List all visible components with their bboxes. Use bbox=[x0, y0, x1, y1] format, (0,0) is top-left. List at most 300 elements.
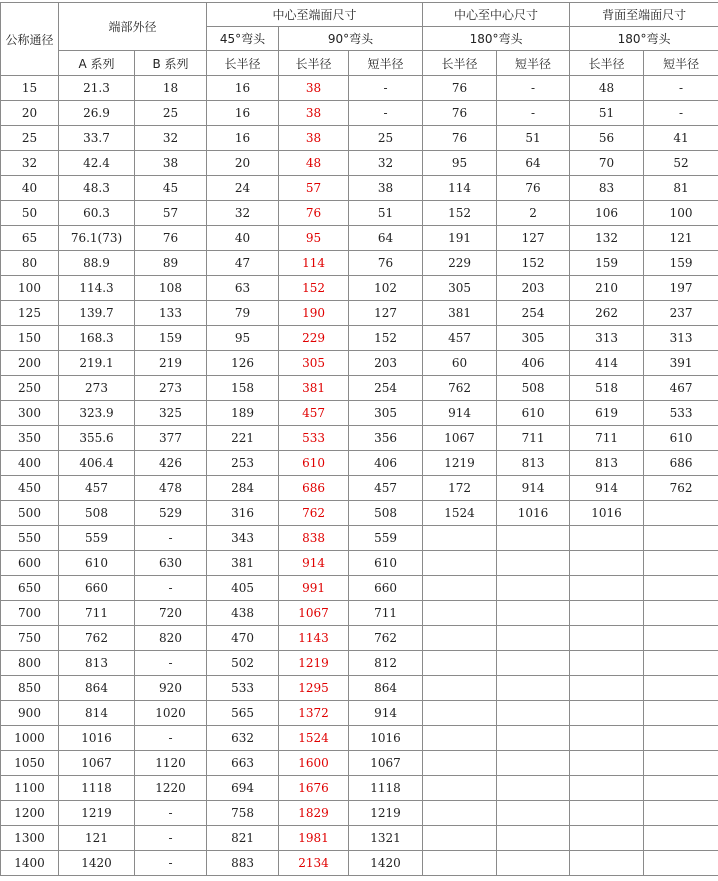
table-cell: 219 bbox=[135, 351, 207, 376]
table-cell: 838 bbox=[279, 526, 349, 551]
table-cell: 152 bbox=[279, 276, 349, 301]
table-row bbox=[1, 176, 718, 201]
table-cell: 300 bbox=[1, 401, 59, 426]
table-cell: 106 bbox=[570, 201, 644, 226]
table-cell: 762 bbox=[349, 626, 423, 651]
table-cell bbox=[423, 601, 497, 626]
table-cell: 262 bbox=[570, 301, 644, 326]
table-cell: 883 bbox=[207, 851, 279, 876]
table-cell: 814 bbox=[59, 701, 135, 726]
table-cell: 343 bbox=[207, 526, 279, 551]
table-cell: 1067 bbox=[59, 751, 135, 776]
table-cell bbox=[497, 701, 570, 726]
table-cell bbox=[644, 526, 718, 551]
table-cell: 25 bbox=[349, 126, 423, 151]
table-row bbox=[1, 826, 718, 851]
table-cell bbox=[644, 551, 718, 576]
table-row bbox=[1, 501, 718, 526]
table-cell: 25 bbox=[1, 126, 59, 151]
table-cell: 60.3 bbox=[59, 201, 135, 226]
table-cell: 152 bbox=[497, 251, 570, 276]
table-cell: 102 bbox=[349, 276, 423, 301]
table-cell: 100 bbox=[644, 201, 718, 226]
table-cell bbox=[644, 776, 718, 801]
table-cell: 1219 bbox=[423, 451, 497, 476]
elbow-90-header: 90°弯头 bbox=[279, 27, 423, 51]
long-radius-header: 长半径 bbox=[423, 51, 497, 76]
table-cell: 254 bbox=[349, 376, 423, 401]
table-cell: 762 bbox=[279, 501, 349, 526]
table-cell: 600 bbox=[1, 551, 59, 576]
table-cell: 1829 bbox=[279, 801, 349, 826]
table-cell: 1420 bbox=[349, 851, 423, 876]
table-cell bbox=[497, 576, 570, 601]
header-row bbox=[1, 3, 718, 27]
table-cell: 400 bbox=[1, 451, 59, 476]
table-cell: 316 bbox=[207, 501, 279, 526]
table-cell bbox=[570, 801, 644, 826]
table-cell: 76 bbox=[423, 101, 497, 126]
table-cell: 1219 bbox=[349, 801, 423, 826]
table-row bbox=[1, 626, 718, 651]
table-cell: 1016 bbox=[570, 501, 644, 526]
table-cell: 33.7 bbox=[59, 126, 135, 151]
table-cell: 991 bbox=[279, 576, 349, 601]
table-cell: 18 bbox=[135, 76, 207, 101]
nominal-diameter-header: 公称通径 bbox=[1, 3, 59, 76]
table-cell: 24 bbox=[207, 176, 279, 201]
table-row bbox=[1, 376, 718, 401]
long-radius-header: 长半径 bbox=[207, 51, 279, 76]
table-cell: 711 bbox=[349, 601, 423, 626]
table-cell: 864 bbox=[59, 676, 135, 701]
table-cell bbox=[644, 651, 718, 676]
table-cell bbox=[570, 676, 644, 701]
table-row bbox=[1, 476, 718, 501]
table-cell: - bbox=[135, 826, 207, 851]
table-cell bbox=[644, 576, 718, 601]
table-cell: 100 bbox=[1, 276, 59, 301]
header-row bbox=[1, 51, 718, 76]
table-cell: 1050 bbox=[1, 751, 59, 776]
table-cell: 63 bbox=[207, 276, 279, 301]
table-cell: 467 bbox=[644, 376, 718, 401]
elbow-180-header: 180°弯头 bbox=[423, 27, 570, 51]
table-cell: 168.3 bbox=[59, 326, 135, 351]
table-cell: 229 bbox=[279, 326, 349, 351]
table-cell: 45 bbox=[135, 176, 207, 201]
table-cell: 273 bbox=[135, 376, 207, 401]
table-row bbox=[1, 651, 718, 676]
table-cell: 51 bbox=[570, 101, 644, 126]
table-cell: 550 bbox=[1, 526, 59, 551]
table-cell: 64 bbox=[497, 151, 570, 176]
table-cell: 16 bbox=[207, 101, 279, 126]
table-cell: 21.3 bbox=[59, 76, 135, 101]
table-cell bbox=[423, 626, 497, 651]
table-cell: 533 bbox=[644, 401, 718, 426]
table-row bbox=[1, 551, 718, 576]
table-cell: 355.6 bbox=[59, 426, 135, 451]
table-cell: 40 bbox=[1, 176, 59, 201]
table-cell: 914 bbox=[570, 476, 644, 501]
table-cell: 76 bbox=[349, 251, 423, 276]
table-cell bbox=[497, 601, 570, 626]
table-row bbox=[1, 101, 718, 126]
table-cell: 478 bbox=[135, 476, 207, 501]
table-cell bbox=[423, 801, 497, 826]
table-cell: 52 bbox=[644, 151, 718, 176]
table-cell: 1120 bbox=[135, 751, 207, 776]
table-cell: 914 bbox=[349, 701, 423, 726]
table-row bbox=[1, 676, 718, 701]
table-cell: 508 bbox=[349, 501, 423, 526]
table-cell: 38 bbox=[349, 176, 423, 201]
table-cell: 450 bbox=[1, 476, 59, 501]
table-cell: 159 bbox=[570, 251, 644, 276]
table-cell: - bbox=[349, 76, 423, 101]
table-cell: 32 bbox=[349, 151, 423, 176]
table-cell: 132 bbox=[570, 226, 644, 251]
table-cell: 610 bbox=[59, 551, 135, 576]
table-cell: 305 bbox=[423, 276, 497, 301]
table-cell: 76 bbox=[423, 76, 497, 101]
table-cell: 381 bbox=[207, 551, 279, 576]
table-cell: 229 bbox=[423, 251, 497, 276]
table-cell: - bbox=[135, 576, 207, 601]
table-cell: 41 bbox=[644, 126, 718, 151]
table-cell: 1067 bbox=[349, 751, 423, 776]
table-row bbox=[1, 351, 718, 376]
table-cell: 114 bbox=[423, 176, 497, 201]
table-cell: 813 bbox=[570, 451, 644, 476]
table-cell: 533 bbox=[207, 676, 279, 701]
table-cell: 686 bbox=[644, 451, 718, 476]
table-cell: - bbox=[349, 101, 423, 126]
table-row bbox=[1, 601, 718, 626]
table-cell: 663 bbox=[207, 751, 279, 776]
table-row bbox=[1, 126, 718, 151]
table-cell: 76 bbox=[279, 201, 349, 226]
table-row bbox=[1, 276, 718, 301]
table-cell: 313 bbox=[644, 326, 718, 351]
table-cell: 189 bbox=[207, 401, 279, 426]
table-cell bbox=[497, 626, 570, 651]
table-cell: 114.3 bbox=[59, 276, 135, 301]
table-row bbox=[1, 426, 718, 451]
table-cell bbox=[423, 851, 497, 876]
table-cell bbox=[570, 776, 644, 801]
table-row bbox=[1, 526, 718, 551]
table-cell bbox=[644, 601, 718, 626]
table-cell bbox=[423, 826, 497, 851]
table-cell: 711 bbox=[497, 426, 570, 451]
table-cell: 38 bbox=[279, 101, 349, 126]
table-cell: 1067 bbox=[279, 601, 349, 626]
table-row bbox=[1, 326, 718, 351]
table-cell: 76 bbox=[135, 226, 207, 251]
table-cell bbox=[644, 751, 718, 776]
table-cell: 1321 bbox=[349, 826, 423, 851]
table-cell: 254 bbox=[497, 301, 570, 326]
table-cell: 76 bbox=[423, 126, 497, 151]
table-cell bbox=[423, 576, 497, 601]
table-cell: 610 bbox=[349, 551, 423, 576]
a-series-header: A 系列 bbox=[59, 51, 135, 76]
table-cell: 812 bbox=[349, 651, 423, 676]
table-cell bbox=[497, 551, 570, 576]
table-cell: 16 bbox=[207, 126, 279, 151]
table-cell: 32 bbox=[207, 201, 279, 226]
table-cell: 1372 bbox=[279, 701, 349, 726]
table-cell: 190 bbox=[279, 301, 349, 326]
table-cell: 762 bbox=[423, 376, 497, 401]
table-cell: 95 bbox=[207, 326, 279, 351]
table-cell: 32 bbox=[1, 151, 59, 176]
table-cell: 350 bbox=[1, 426, 59, 451]
table-cell: 406 bbox=[497, 351, 570, 376]
table-cell: 2 bbox=[497, 201, 570, 226]
table-cell: 610 bbox=[279, 451, 349, 476]
table-cell: 660 bbox=[59, 576, 135, 601]
table-cell: 1600 bbox=[279, 751, 349, 776]
table-cell: 821 bbox=[207, 826, 279, 851]
table-cell: 323.9 bbox=[59, 401, 135, 426]
table-cell: 325 bbox=[135, 401, 207, 426]
table-row bbox=[1, 776, 718, 801]
table-row bbox=[1, 151, 718, 176]
table-cell bbox=[570, 576, 644, 601]
table-cell: 381 bbox=[279, 376, 349, 401]
table-cell: 1524 bbox=[423, 501, 497, 526]
table-cell: 42.4 bbox=[59, 151, 135, 176]
table-cell: 700 bbox=[1, 601, 59, 626]
table-cell: 518 bbox=[570, 376, 644, 401]
table-row bbox=[1, 76, 718, 101]
table-cell: 762 bbox=[644, 476, 718, 501]
table-cell: 237 bbox=[644, 301, 718, 326]
table-cell bbox=[423, 651, 497, 676]
table-cell: 500 bbox=[1, 501, 59, 526]
table-cell bbox=[644, 501, 718, 526]
table-cell bbox=[570, 651, 644, 676]
table-cell bbox=[423, 776, 497, 801]
table-cell: 64 bbox=[349, 226, 423, 251]
table-cell: 305 bbox=[497, 326, 570, 351]
table-cell: 20 bbox=[1, 101, 59, 126]
table-cell: 391 bbox=[644, 351, 718, 376]
table-cell: 108 bbox=[135, 276, 207, 301]
table-cell: 711 bbox=[59, 601, 135, 626]
table-cell: 200 bbox=[1, 351, 59, 376]
table-cell: 152 bbox=[349, 326, 423, 351]
table-row bbox=[1, 226, 718, 251]
table-cell: 48 bbox=[570, 76, 644, 101]
table-row bbox=[1, 751, 718, 776]
table-cell bbox=[497, 851, 570, 876]
table-cell: 686 bbox=[279, 476, 349, 501]
table-row bbox=[1, 801, 718, 826]
table-cell: 81 bbox=[644, 176, 718, 201]
table-cell: 219.1 bbox=[59, 351, 135, 376]
table-cell: 1300 bbox=[1, 826, 59, 851]
table-cell: 813 bbox=[59, 651, 135, 676]
table-cell: 630 bbox=[135, 551, 207, 576]
table-cell: 502 bbox=[207, 651, 279, 676]
table-cell: 273 bbox=[59, 376, 135, 401]
table-cell: 470 bbox=[207, 626, 279, 651]
table-cell bbox=[570, 551, 644, 576]
table-cell: 32 bbox=[135, 126, 207, 151]
table-cell: 15 bbox=[1, 76, 59, 101]
table-row bbox=[1, 251, 718, 276]
table-cell: 1143 bbox=[279, 626, 349, 651]
table-cell: 1981 bbox=[279, 826, 349, 851]
table-cell: 426 bbox=[135, 451, 207, 476]
table-cell bbox=[497, 651, 570, 676]
table-cell bbox=[423, 751, 497, 776]
table-cell: 820 bbox=[135, 626, 207, 651]
table-cell: 610 bbox=[497, 401, 570, 426]
table-cell: 76.1(73) bbox=[59, 226, 135, 251]
table-cell bbox=[570, 701, 644, 726]
table-cell: 305 bbox=[279, 351, 349, 376]
table-cell: 920 bbox=[135, 676, 207, 701]
table-cell: 864 bbox=[349, 676, 423, 701]
table-cell bbox=[497, 526, 570, 551]
table-cell: - bbox=[135, 651, 207, 676]
elbow-180-header: 180°弯头 bbox=[570, 27, 718, 51]
table-row bbox=[1, 851, 718, 876]
table-cell bbox=[497, 676, 570, 701]
table-cell: 1220 bbox=[135, 776, 207, 801]
table-cell bbox=[644, 701, 718, 726]
table-cell: 1295 bbox=[279, 676, 349, 701]
table-cell bbox=[570, 726, 644, 751]
table-cell: 121 bbox=[59, 826, 135, 851]
table-cell: 508 bbox=[497, 376, 570, 401]
table-cell bbox=[644, 626, 718, 651]
table-cell: 121 bbox=[644, 226, 718, 251]
table-cell: 40 bbox=[207, 226, 279, 251]
table-cell: 38 bbox=[135, 151, 207, 176]
table-cell: 20 bbox=[207, 151, 279, 176]
table-cell: 16 bbox=[207, 76, 279, 101]
table-cell bbox=[423, 676, 497, 701]
table-cell: 1420 bbox=[59, 851, 135, 876]
table-cell: 559 bbox=[349, 526, 423, 551]
table-cell: 1200 bbox=[1, 801, 59, 826]
table-cell bbox=[644, 726, 718, 751]
table-cell: 26.9 bbox=[59, 101, 135, 126]
table-cell: 694 bbox=[207, 776, 279, 801]
table-cell: 1400 bbox=[1, 851, 59, 876]
table-cell bbox=[497, 776, 570, 801]
b-series-header: B 系列 bbox=[135, 51, 207, 76]
table-cell: 457 bbox=[423, 326, 497, 351]
table-cell: 438 bbox=[207, 601, 279, 626]
table-cell: 762 bbox=[59, 626, 135, 651]
table-cell: 565 bbox=[207, 701, 279, 726]
table-cell: 191 bbox=[423, 226, 497, 251]
table-cell: 51 bbox=[349, 201, 423, 226]
table-cell: 900 bbox=[1, 701, 59, 726]
table-cell: 1020 bbox=[135, 701, 207, 726]
table-cell: 48 bbox=[279, 151, 349, 176]
table-cell: 758 bbox=[207, 801, 279, 826]
table-cell: 533 bbox=[279, 426, 349, 451]
table-cell: 1219 bbox=[279, 651, 349, 676]
table-cell: 57 bbox=[135, 201, 207, 226]
table-cell: 25 bbox=[135, 101, 207, 126]
table-cell: 203 bbox=[497, 276, 570, 301]
long-radius-header: 长半径 bbox=[570, 51, 644, 76]
table-cell bbox=[644, 676, 718, 701]
table-cell: 172 bbox=[423, 476, 497, 501]
table-cell: - bbox=[644, 76, 718, 101]
table-cell bbox=[423, 726, 497, 751]
table-cell bbox=[497, 826, 570, 851]
table-cell: 127 bbox=[349, 301, 423, 326]
table-cell: 377 bbox=[135, 426, 207, 451]
table-cell bbox=[423, 526, 497, 551]
table-cell: 914 bbox=[279, 551, 349, 576]
table-row bbox=[1, 301, 718, 326]
table-cell: 1016 bbox=[497, 501, 570, 526]
table-cell: 48.3 bbox=[59, 176, 135, 201]
table-cell: 57 bbox=[279, 176, 349, 201]
table-cell: 197 bbox=[644, 276, 718, 301]
table-cell bbox=[570, 826, 644, 851]
table-row bbox=[1, 401, 718, 426]
end-outer-diameter-header: 端部外径 bbox=[59, 3, 207, 51]
table-cell: 221 bbox=[207, 426, 279, 451]
table-cell: 356 bbox=[349, 426, 423, 451]
table-cell: 38 bbox=[279, 126, 349, 151]
table-cell: 305 bbox=[349, 401, 423, 426]
table-cell: 83 bbox=[570, 176, 644, 201]
table-cell: 95 bbox=[423, 151, 497, 176]
table-cell: 127 bbox=[497, 226, 570, 251]
table-cell bbox=[644, 851, 718, 876]
table-cell: 89 bbox=[135, 251, 207, 276]
table-cell: 508 bbox=[59, 501, 135, 526]
table-cell: 65 bbox=[1, 226, 59, 251]
table-cell: 139.7 bbox=[59, 301, 135, 326]
table-cell bbox=[423, 551, 497, 576]
table-cell: 632 bbox=[207, 726, 279, 751]
table-cell: 813 bbox=[497, 451, 570, 476]
table-cell: 1016 bbox=[59, 726, 135, 751]
table-cell: 114 bbox=[279, 251, 349, 276]
table-cell: - bbox=[135, 801, 207, 826]
table-cell: 800 bbox=[1, 651, 59, 676]
table-cell bbox=[497, 726, 570, 751]
table-cell: 559 bbox=[59, 526, 135, 551]
table-cell bbox=[570, 526, 644, 551]
table-cell: 284 bbox=[207, 476, 279, 501]
table-cell: 610 bbox=[644, 426, 718, 451]
table-cell: 457 bbox=[279, 401, 349, 426]
table-cell: 159 bbox=[135, 326, 207, 351]
table-cell: 56 bbox=[570, 126, 644, 151]
table-cell: 126 bbox=[207, 351, 279, 376]
table-cell bbox=[570, 851, 644, 876]
table-cell: 406.4 bbox=[59, 451, 135, 476]
center-to-end-header: 中心至端面尺寸 bbox=[207, 3, 423, 27]
table-cell bbox=[570, 626, 644, 651]
table-cell: 529 bbox=[135, 501, 207, 526]
